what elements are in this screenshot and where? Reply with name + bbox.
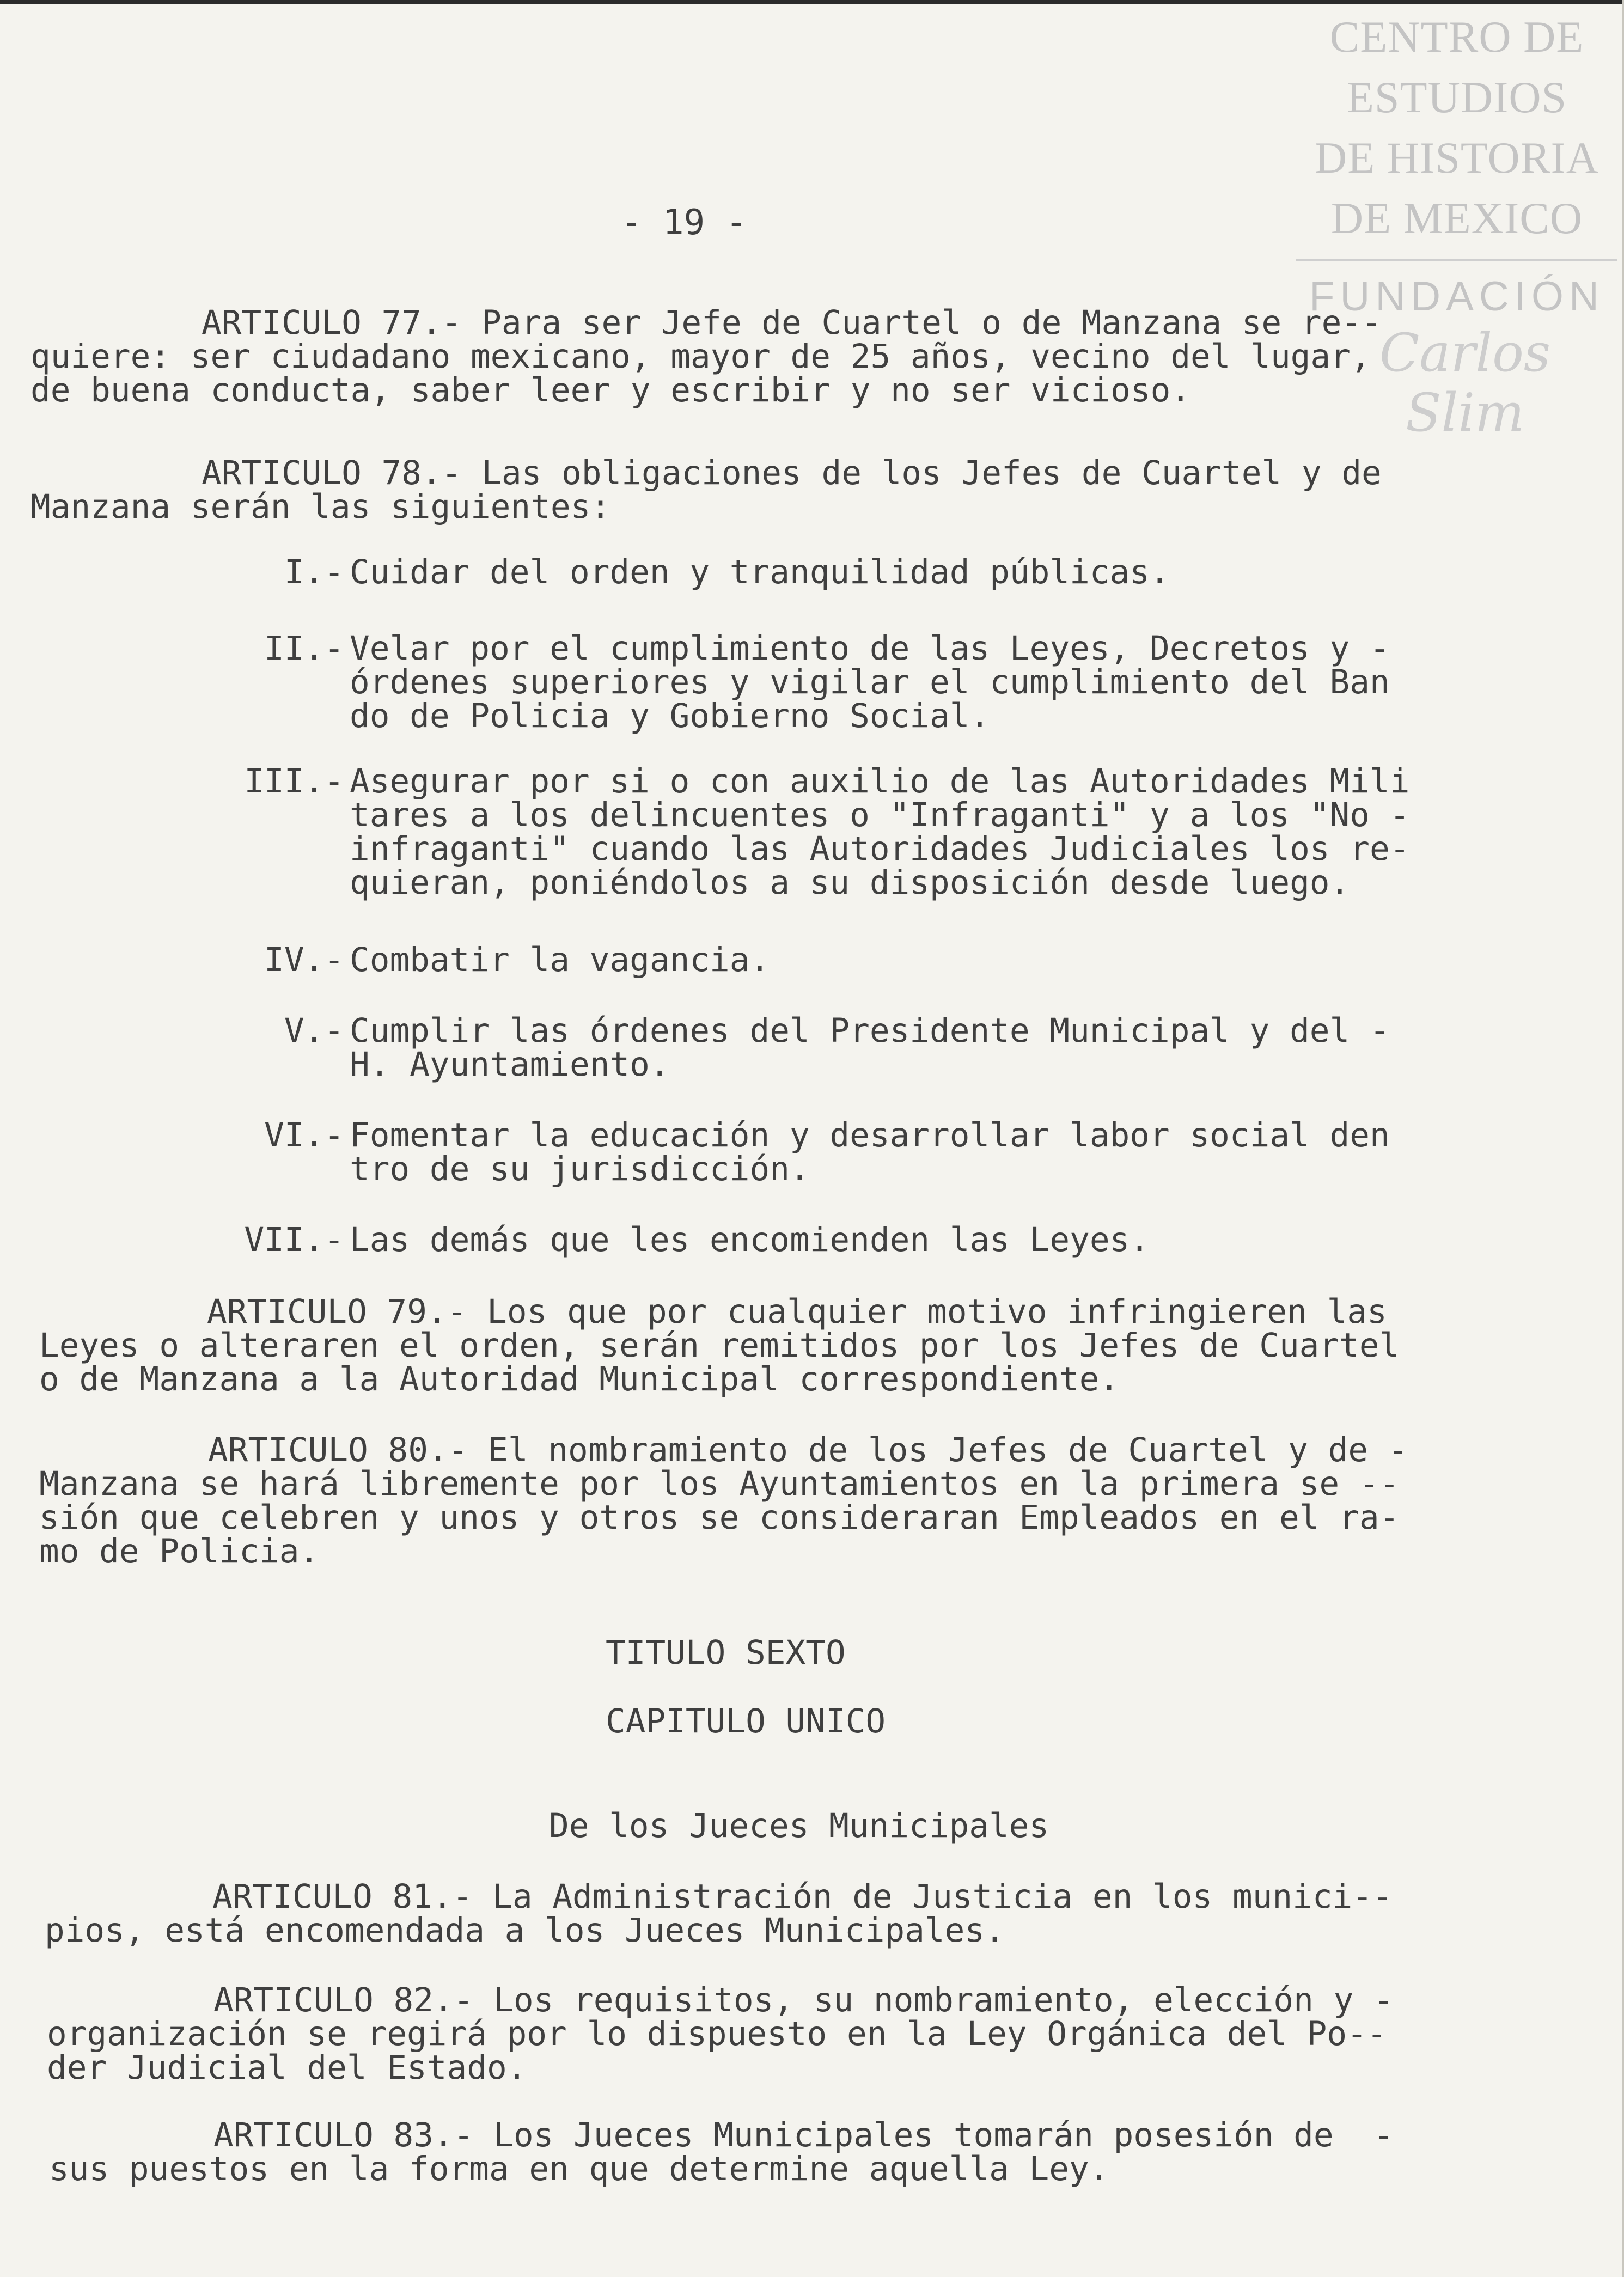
article-line: sión que celebren y unos y otros se consideraran Empleados en el ra- bbox=[39, 1498, 1400, 1537]
item-numeral: I.- bbox=[284, 553, 344, 591]
article-line: Leyes o alteraren el orden, serán remitidos por los Jefes de Cuartel bbox=[39, 1326, 1400, 1365]
article-line: Manzana se hará libremente por los Ayuntamientos en la primera se -- bbox=[39, 1464, 1400, 1503]
item-line: Velar por el cumplimiento de las Leyes, Decretos y - bbox=[350, 629, 1390, 668]
article-line: mo de Policia. bbox=[39, 1532, 320, 1571]
item-numeral: III.- bbox=[244, 762, 344, 801]
item-line: Cuidar del orden y tranquilidad públicas. bbox=[350, 553, 1170, 591]
page-right-edge bbox=[1622, 0, 1624, 2277]
watermark-line: DE HISTORIA bbox=[1315, 133, 1599, 182]
watermark-line: ESTUDIOS bbox=[1346, 72, 1567, 122]
page-number: - 19 - bbox=[621, 203, 747, 243]
article-line: ARTICULO 81.- La Administración de Justicia en los munici-- bbox=[212, 1877, 1393, 1916]
item-line: órdenes superiores y vigilar el cumplimiento del Ban bbox=[350, 663, 1390, 701]
item-line: quieran, poniéndolos a su disposición desde luego. bbox=[350, 863, 1350, 902]
title-heading: TITULO SEXTO bbox=[606, 1633, 846, 1672]
watermark-divider bbox=[1296, 259, 1617, 261]
article-line: o de Manzana a la Autoridad Municipal correspondiente. bbox=[39, 1360, 1120, 1399]
item-line: Combatir la vagancia. bbox=[350, 941, 770, 979]
item-line: H. Ayuntamiento. bbox=[350, 1045, 670, 1084]
article-line: quiere: ser ciudadano mexicano, mayor de 25 años, vecino del lugar, bbox=[30, 337, 1371, 376]
article-line: organización se regirá por lo dispuesto en la Ley Orgánica del Po-- bbox=[47, 2014, 1387, 2053]
article-line: ARTICULO 78.- Las obligaciones de los Jefes de Cuartel y de bbox=[202, 454, 1382, 492]
item-line: Fomentar la educación y desarrollar labor social den bbox=[350, 1116, 1390, 1155]
article-line: sus puestos en la forma en que determine aquella Ley. bbox=[49, 2150, 1109, 2188]
page-top-edge bbox=[0, 0, 1624, 4]
article-line: ARTICULO 77.- Para ser Jefe de Cuartel o de Manzana se re-- bbox=[202, 303, 1382, 342]
item-line: Cumplir las órdenes del Presidente Municipal y del - bbox=[350, 1011, 1390, 1050]
article-line: ARTICULO 83.- Los Jueces Municipales tomarán posesión de - bbox=[213, 2116, 1394, 2154]
institution-watermark bbox=[1296, 7, 1617, 443]
watermark-line: DE MEXICO bbox=[1330, 193, 1583, 243]
article-line: ARTICULO 80.- El nombramiento de los Jefes de Cuartel y de - bbox=[208, 1431, 1408, 1469]
article-line: ARTICULO 82.- Los requisitos, su nombramiento, elección y - bbox=[213, 1981, 1394, 2019]
item-numeral: IV.- bbox=[264, 941, 344, 979]
item-numeral: VII.- bbox=[244, 1220, 344, 1259]
section-heading: De los Jueces Municipales bbox=[549, 1806, 1049, 1845]
item-line: tares a los delincuentes o "Infraganti" y a los "No - bbox=[350, 796, 1410, 834]
article-line: Manzana serán las siguientes: bbox=[30, 487, 611, 526]
article-line: ARTICULO 79.- Los que por cualquier motivo infringieren las bbox=[207, 1292, 1387, 1331]
item-line: do de Policia y Gobierno Social. bbox=[350, 697, 990, 735]
item-numeral: V.- bbox=[284, 1011, 344, 1050]
watermark-line: CENTRO DE bbox=[1329, 12, 1584, 62]
watermark-foundation: FUNDACIÓN bbox=[1309, 273, 1604, 320]
item-numeral: VI.- bbox=[264, 1116, 344, 1155]
item-line: Asegurar por si o con auxilio de las Autoridades Mili bbox=[350, 762, 1410, 801]
article-line: der Judicial del Estado. bbox=[47, 2048, 527, 2087]
item-line: infraganti" cuando las Autoridades Judiciales los re- bbox=[350, 829, 1410, 868]
watermark-signature: Carlos Slim bbox=[1379, 322, 1551, 443]
item-numeral: II.- bbox=[264, 629, 344, 668]
article-line: pios, está encomendada a los Jueces Municipales. bbox=[45, 1911, 1005, 1950]
article-line: de buena conducta, saber leer y escribir y no ser vicioso. bbox=[30, 371, 1191, 410]
chapter-heading: CAPITULO UNICO bbox=[606, 1702, 886, 1741]
item-line: tro de su jurisdicción. bbox=[350, 1150, 810, 1188]
item-line: Las demás que les encomienden las Leyes. bbox=[350, 1220, 1150, 1259]
